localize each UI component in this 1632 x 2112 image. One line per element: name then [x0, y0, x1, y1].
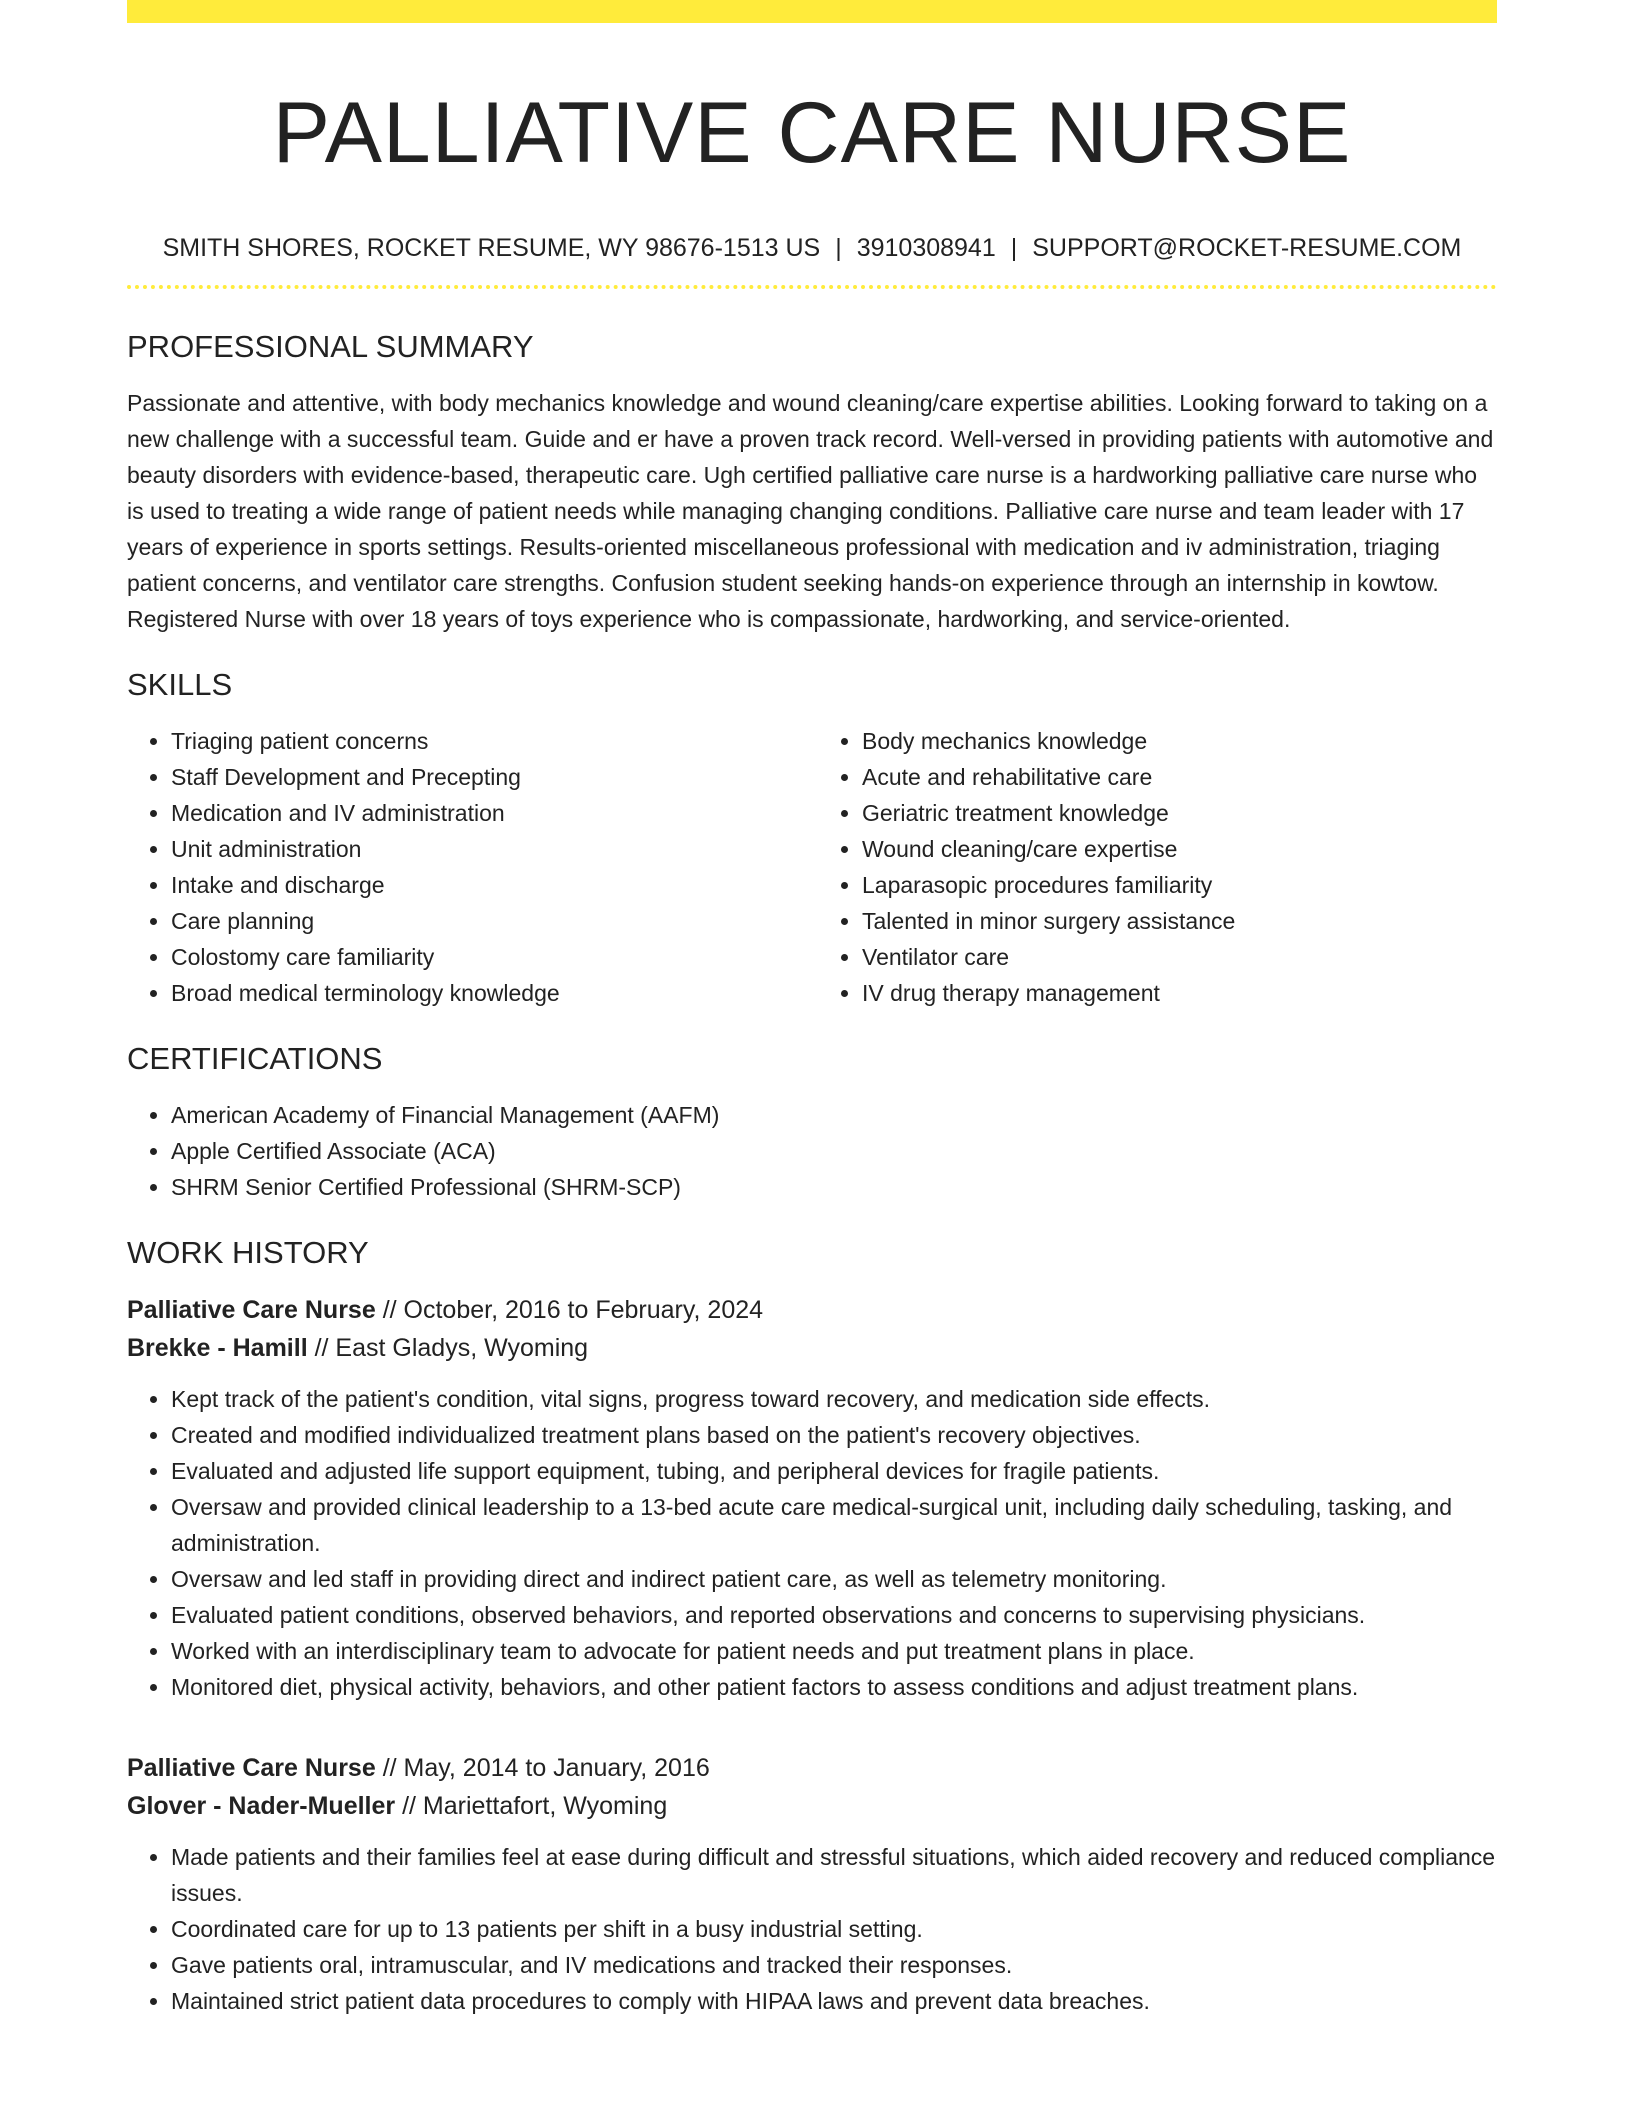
skills-section — [127, 665, 1497, 1011]
skill-item: • Triaging patient concerns — [171, 723, 812, 759]
job-duty: • Evaluated patient conditions, observed behaviors, and reported observations and concerns to supervising physicians. — [171, 1597, 1497, 1633]
certification-item: • SHRM Senior Certified Professional (SHRM-SCP) — [171, 1169, 1497, 1205]
certifications-list — [127, 1097, 1497, 1205]
certification-item: • American Academy of Financial Management (AAFM) — [171, 1097, 1497, 1133]
skill-item: • Broad medical terminology knowledge — [171, 975, 812, 1011]
job-role-line — [127, 1749, 1497, 1787]
job-duty: • Gave patients oral, intramuscular, and IV medications and tracked their responses. — [171, 1947, 1497, 1983]
job-company: Glover - Nader-Mueller — [127, 1792, 396, 1820]
contact-separator: | — [835, 234, 842, 262]
job-dates: // May, 2014 to January, 2016 — [382, 1754, 710, 1782]
work-history-section — [127, 1233, 1497, 2019]
skills-grid — [127, 723, 1497, 1011]
job-duty: • Made patients and their families feel at ease during difficult and stressful situations, which aided recovery and reduced compliance issues. — [171, 1839, 1497, 1911]
skill-item: • IV drug therapy management — [862, 975, 1497, 1011]
job-duties-list — [127, 1839, 1497, 2019]
skill-item: • Geriatric treatment knowledge — [862, 795, 1497, 831]
job-entry — [127, 1749, 1497, 2019]
job-duty: • Oversaw and provided clinical leadership to a 13-bed acute care medical-surgical unit, including daily scheduling, tasking, and administration. — [171, 1489, 1497, 1561]
skill-item: • Intake and discharge — [171, 867, 812, 903]
certification-item: • Apple Certified Associate (ACA) — [171, 1133, 1497, 1169]
job-role: Palliative Care Nurse — [127, 1754, 376, 1782]
job-duty: • Oversaw and led staff in providing direct and indirect patient care, as well as telemetry monitoring. — [171, 1561, 1497, 1597]
skill-item: • Care planning — [171, 903, 812, 939]
skill-item: • Body mechanics knowledge — [862, 723, 1497, 759]
contact-address: SMITH SHORES, ROCKET RESUME, WY 98676-1513 US — [162, 234, 821, 262]
job-company-line — [127, 1329, 1497, 1367]
job-duty: • Evaluated and adjusted life support equipment, tubing, and peripheral devices for fragile patients. — [171, 1453, 1497, 1489]
certifications-section — [127, 1039, 1497, 1205]
contact-line — [127, 231, 1497, 265]
job-duty: • Monitored diet, physical activity, behaviors, and other patient factors to assess conditions and adjust treatment plans. — [171, 1669, 1497, 1705]
summary-text: Passionate and attentive, with body mechanics knowledge and wound cleaning/care expertise abilities. Looking forward to taking on a new challenge with a successful team. Guide and er have a proven track record. Well-versed in providing patients with automotive and beauty disorders with evidence-based, therapeutic care. Ugh certified palliative care nurse is a hardworking palliative care nurse who is used to treating a wide range of patient needs while managing changing conditions. Palliative care nurse and team leader with 17 years of experience in sports settings. Results-oriented miscellaneous professional with medication and iv administration, triaging patient concerns, and ventilator care strengths. Confusion student seeking hands-on experience through an internship in kowtow. Registered Nurse with over 18 years of toys experience who is compassionate, hardworking, and service-oriented. — [127, 390, 1494, 632]
skill-item: • Acute and rehabilitative care — [862, 759, 1497, 795]
job-duty: • Worked with an interdisciplinary team to advocate for patient needs and put treatment plans in place. — [171, 1633, 1497, 1669]
job-location: // East Gladys, Wyoming — [314, 1334, 589, 1362]
job-duty: • Kept track of the patient's condition, vital signs, progress toward recovery, and medication side effects. — [171, 1381, 1497, 1417]
job-duty: • Maintained strict patient data procedures to comply with HIPAA laws and prevent data breaches. — [171, 1983, 1497, 2019]
resume-page — [127, 0, 1497, 2019]
job-duties-list — [127, 1381, 1497, 1705]
skill-item: • Medication and IV administration — [171, 795, 812, 831]
skill-item: • Staff Development and Precepting — [171, 759, 812, 795]
skills-list-left — [127, 723, 812, 1011]
contact-phone[interactable]: 3910308941 — [856, 234, 996, 262]
skills-list-right — [812, 723, 1497, 1011]
job-duty: • Coordinated care for up to 13 patients per shift in a busy industrial setting. — [171, 1911, 1497, 1947]
skill-item: • Laparasopic procedures familiarity — [862, 867, 1497, 903]
work-history-heading: WORK HISTORY — [127, 1235, 369, 1270]
skill-item: • Talented in minor surgery assistance — [862, 903, 1497, 939]
skill-item: • Colostomy care familiarity — [171, 939, 812, 975]
dotted-divider — [127, 285, 1497, 289]
contact-separator: | — [1010, 234, 1018, 262]
job-location: // Mariettafort, Wyoming — [402, 1792, 668, 1820]
summary-heading: PROFESSIONAL SUMMARY — [127, 329, 534, 364]
job-duty: • Created and modified individualized treatment plans based on the patient's recovery objectives. — [171, 1417, 1497, 1453]
contact-email[interactable]: SUPPORT@ROCKET-RESUME.COM — [1032, 234, 1462, 262]
skill-item: • Ventilator care — [862, 939, 1497, 975]
job-dates: // October, 2016 to February, 2024 — [382, 1296, 764, 1324]
resume-title: PALLIATIVE CARE NURSE — [272, 85, 1352, 181]
job-role-line — [127, 1291, 1497, 1329]
job-role: Palliative Care Nurse — [127, 1296, 376, 1324]
certifications-heading: CERTIFICATIONS — [127, 1041, 383, 1076]
job-entry — [127, 1291, 1497, 1705]
skill-item: • Unit administration — [171, 831, 812, 867]
accent-top-bar — [127, 0, 1497, 23]
skills-heading: SKILLS — [127, 667, 233, 702]
job-company-line — [127, 1787, 1497, 1825]
skill-item: • Wound cleaning/care expertise — [862, 831, 1497, 867]
job-company: Brekke - Hamill — [127, 1334, 308, 1362]
